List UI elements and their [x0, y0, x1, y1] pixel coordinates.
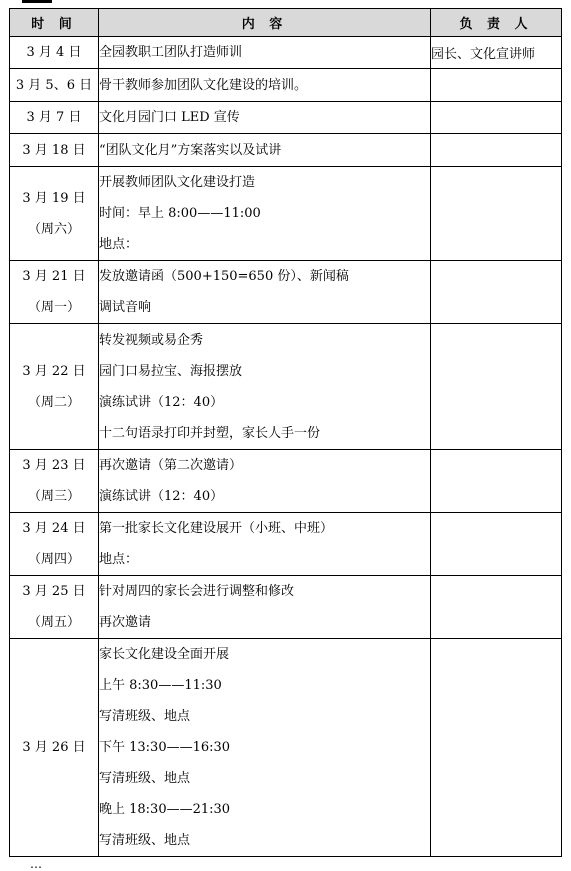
content-line: 写清班级、地点: [99, 709, 191, 724]
content-line: 文化月园门口 LED 宣传: [99, 110, 240, 125]
responsible-cell: [431, 324, 562, 450]
table-header: [10, 9, 562, 37]
content-cell: [99, 639, 431, 857]
time-cell: [10, 37, 99, 69]
date-text: 3 月 23 日: [22, 458, 86, 473]
date-text: 3 月 18 日: [22, 142, 86, 158]
weekday-text: （周六）: [27, 221, 80, 237]
time-cell: [10, 513, 99, 576]
content-cell: [99, 134, 431, 167]
table-row: [10, 134, 562, 167]
time-cell: [10, 324, 99, 450]
content-line: 写清班级、地点: [99, 833, 191, 848]
content-cell: [99, 324, 431, 450]
weekday-text: （周四）: [27, 552, 80, 567]
time-cell: [10, 450, 99, 513]
content-line: 家长文化建设全面开展: [99, 647, 230, 662]
content-line: 地点：: [99, 552, 139, 567]
content-cell: [99, 450, 431, 513]
time-cell: [10, 576, 99, 639]
table-row: [10, 102, 562, 134]
date-text: 3 月 7 日: [26, 110, 82, 125]
date-text: 3 月 26 日: [22, 740, 86, 755]
content-line: 下午 13:30——16:30: [99, 740, 231, 755]
content-line: 上午 8:30——11:30: [99, 678, 222, 693]
table-row: [10, 261, 562, 324]
header-responsible: 负 责 人: [431, 9, 562, 37]
content-line: 转发视频或易企秀: [99, 332, 204, 348]
responsible-cell: [431, 102, 562, 134]
content-line: 发放邀请函（500+150=650 份）、新闻稿: [99, 269, 349, 284]
responsible-cell: [431, 513, 562, 576]
responsible-cell: 园长、文化宣讲师: [431, 37, 562, 69]
table-row: [10, 37, 562, 69]
header-time: 时 间: [10, 9, 99, 37]
table-row: [10, 639, 562, 857]
clipped-heading-fragment: [22, 0, 52, 3]
weekday-text: （周一）: [27, 300, 80, 315]
content-line: 十二句语录打印并封塑，家长人手一份: [99, 425, 321, 441]
weekday-text: （周五）: [27, 615, 80, 630]
time-cell: [10, 639, 99, 857]
responsible-cell: [431, 134, 562, 167]
responsible-cell: [431, 639, 562, 857]
responsible-cell: [431, 69, 562, 102]
content-cell: [99, 37, 431, 69]
content-line: 针对周四的家长会进行调整和修改: [99, 584, 295, 599]
time-cell: [10, 102, 99, 134]
content-cell: [99, 167, 431, 261]
weekday-text: （周二）: [27, 394, 80, 410]
responsible-cell: [431, 576, 562, 639]
date-text: 3 月 4 日: [26, 45, 82, 60]
content-line: 晚上 18:30——21:30: [99, 802, 231, 817]
content-line: 园门口易拉宝、海报摆放: [99, 363, 243, 379]
content-line: 再次邀请（第二次邀请）: [99, 458, 243, 473]
table-row: [10, 450, 562, 513]
responsible-cell: [431, 167, 562, 261]
content-line: 开展教师团队文化建设打造: [99, 175, 256, 190]
date-text: 3 月 19 日: [22, 190, 86, 206]
table-row: [10, 167, 562, 261]
date-text: 3 月 5、6 日: [15, 77, 93, 93]
content-line: 演练试讲（12：40）: [99, 394, 224, 410]
time-cell: [10, 134, 99, 167]
content-line: 全园教职工团队打造师训: [99, 45, 243, 60]
date-text: 3 月 25 日: [22, 584, 86, 599]
table-row: [10, 324, 562, 450]
content-line: 时间：早上 8:00——11:00: [99, 206, 261, 221]
time-cell: [10, 261, 99, 324]
content-cell: [99, 576, 431, 639]
time-cell: [10, 167, 99, 261]
table-row: [10, 576, 562, 639]
weekday-text: （周三）: [27, 489, 80, 504]
date-text: 3 月 22 日: [22, 363, 86, 379]
responsible-cell: [431, 450, 562, 513]
time-cell: [10, 69, 99, 102]
header-row: [10, 9, 562, 37]
content-line: 写清班级、地点: [99, 771, 191, 786]
header-content: 内 容: [99, 9, 431, 37]
content-cell: [99, 69, 431, 102]
table-body: [10, 37, 562, 857]
content-cell: [99, 102, 431, 134]
clipped-footer-fragment: …: [30, 857, 43, 871]
date-text: 3 月 24 日: [22, 521, 86, 536]
schedule-table: [9, 8, 562, 857]
date-text: 3 月 21 日: [22, 269, 86, 284]
content-line: 演练试讲（12：40）: [99, 489, 224, 504]
content-cell: [99, 513, 431, 576]
content-line: 地点：: [99, 237, 139, 252]
table-row: [10, 69, 562, 102]
content-line: “团队文化月”方案落实以及试讲: [99, 142, 282, 158]
responsible-cell: [431, 261, 562, 324]
content-line: 再次邀请: [99, 615, 152, 630]
content-cell: [99, 261, 431, 324]
table-row: [10, 513, 562, 576]
content-line: 第一批家长文化建设展开（小班、中班）: [99, 521, 334, 536]
content-line: 调试音响: [99, 300, 152, 315]
content-line: 骨干教师参加团队文化建设的培训。: [99, 77, 308, 93]
